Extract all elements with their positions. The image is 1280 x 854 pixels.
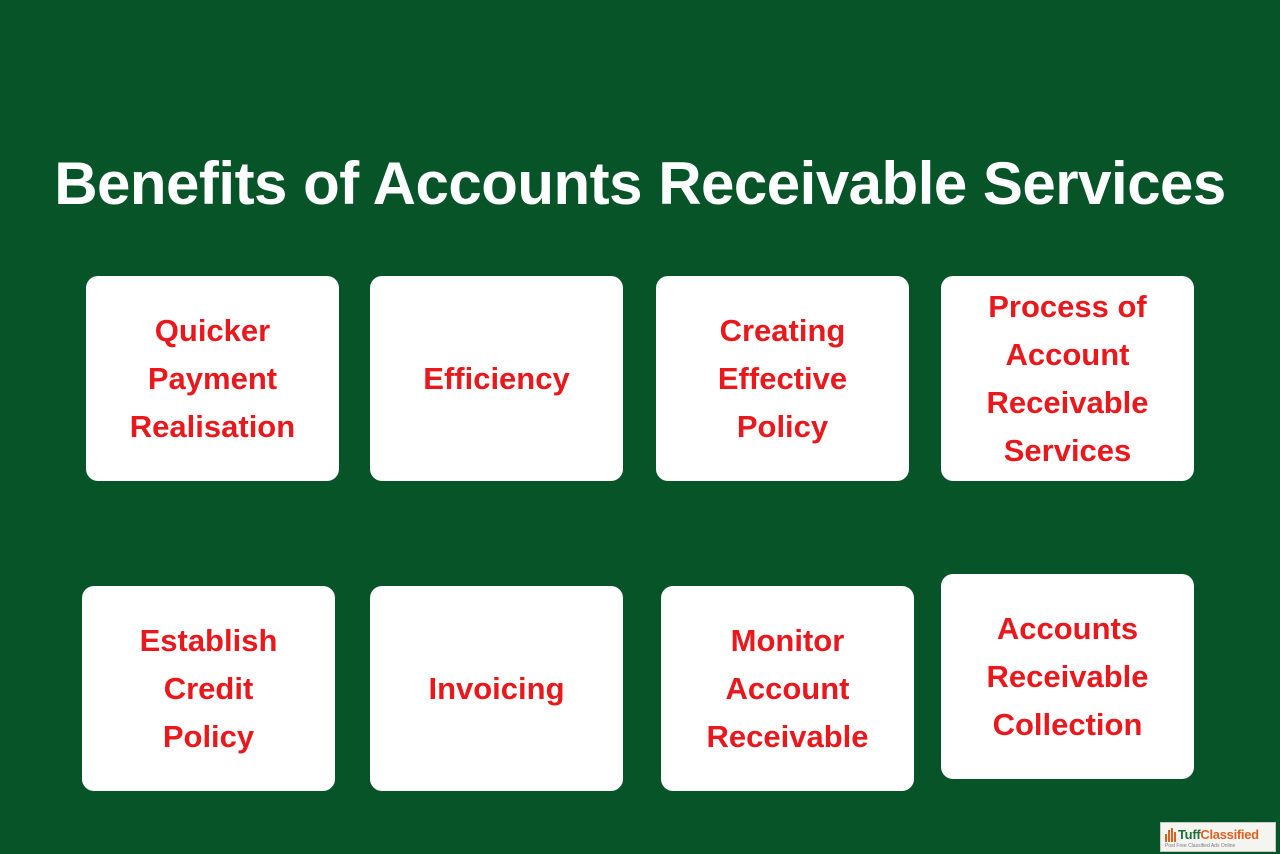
card-invoicing xyxy=(370,586,623,791)
watermark-brand-part1: Tuff xyxy=(1178,826,1201,842)
card-efficiency xyxy=(370,276,623,481)
watermark-brand xyxy=(1178,828,1259,842)
card-monitor-ar xyxy=(661,586,914,791)
card-label: Accounts Receivable Collection xyxy=(986,610,1149,742)
card-establish-credit xyxy=(82,586,335,791)
card-label: Invoicing xyxy=(428,670,565,706)
watermark-brand-part2: Classified xyxy=(1200,826,1259,842)
card-label: Process of Account Receivable Services xyxy=(986,288,1149,468)
card-label: Quicker Payment Realisation xyxy=(129,312,296,444)
bar-chart-icon xyxy=(1165,828,1176,842)
card-label: Efficiency xyxy=(423,360,570,396)
card-label: Establish Credit Policy xyxy=(139,622,278,754)
card-quicker-payment xyxy=(86,276,339,481)
card-process-ar-services xyxy=(941,276,1194,481)
card-label: Monitor Account Receivable xyxy=(706,622,869,754)
card-label: Creating Effective Policy xyxy=(717,312,848,444)
card-creating-policy xyxy=(656,276,909,481)
card-ar-collection xyxy=(941,574,1194,779)
watermark-logo xyxy=(1160,822,1276,852)
page-title: Benefits of Accounts Receivable Services xyxy=(54,150,1226,218)
watermark-tagline: Post Free Classified Ads Online xyxy=(1165,842,1236,849)
